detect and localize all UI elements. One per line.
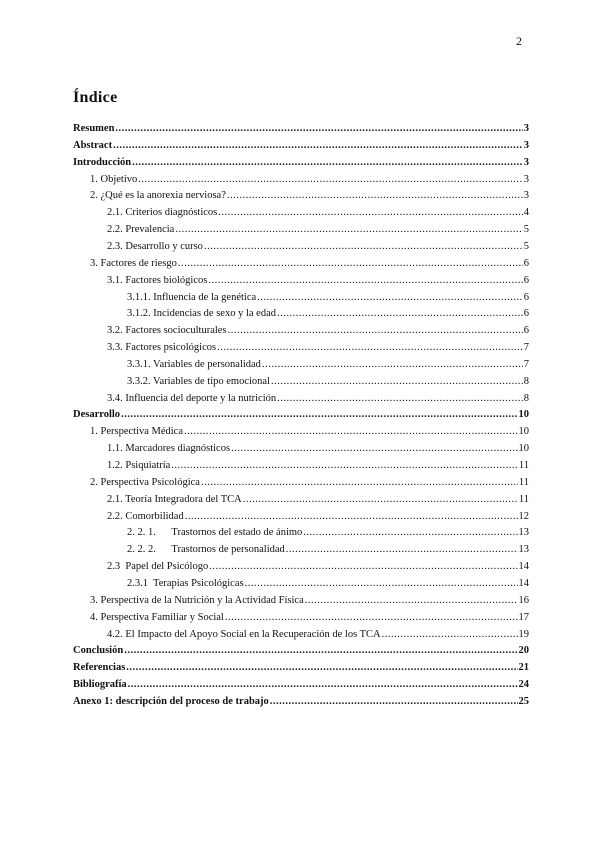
toc-dot-leader [217,340,523,356]
toc-dot-leader [128,677,518,693]
toc-entry-page: 3 [523,156,529,168]
toc-dot-leader [277,306,523,322]
toc-dot-leader [382,627,518,643]
toc-entry[interactable] [107,559,529,575]
toc-entry[interactable] [107,627,529,643]
toc-entry-page: 8 [523,375,529,387]
toc-entry-label: Referencias [73,662,126,674]
toc-dot-leader [245,576,518,592]
toc-entry-page: 8 [523,392,529,404]
toc-entry-label: Conclusión [73,645,124,657]
toc-entry-page: 14 [518,561,529,573]
toc-entry[interactable] [90,172,529,188]
toc-entry-page: 21 [518,662,529,674]
toc-entry-page: 3 [523,139,529,151]
toc-entry-label: 1.2. Psiquiatría [107,460,171,471]
toc-entry[interactable] [127,290,529,306]
toc-entry-label: 2. 2. 1. Trastornos del estado de ánimo [127,527,303,539]
toc-entry-page: 5 [523,240,529,252]
toc-entry-page: 19 [518,628,529,640]
toc-entry[interactable] [107,441,529,457]
toc-entry-label: 2.3.1 Terapias Psicológicas [127,577,244,589]
toc-entry-page: 6 [523,325,529,337]
toc-dot-leader [305,593,518,609]
toc-entry[interactable] [90,188,529,204]
toc-entry-page: 5 [523,224,529,236]
toc-entry-label: 3.1.2. Incidencias de sexo y la edad [127,308,276,320]
toc-dot-leader [227,188,523,204]
toc-entry[interactable] [73,643,529,659]
toc-entry[interactable] [127,576,529,592]
toc-entry-label: 3.3. Factores psicológicos [107,342,217,354]
toc-dot-leader [271,374,523,390]
toc-dot-leader [115,121,522,137]
toc-entry-label: Anexo 1: descripción del proceso de trabajo [73,695,269,707]
toc-entry-page: 3 [523,123,529,134]
toc-entry-page: 11 [518,476,529,488]
toc-dot-leader [218,205,523,221]
toc-entry-label: 3.1.1. Influencia de la genética [127,291,257,303]
toc-entry[interactable] [127,525,529,541]
toc-entry-label: 3.2. Factores socioculturales [107,325,227,337]
toc-dot-leader [208,273,522,289]
toc-dot-leader [225,610,518,626]
toc-dot-leader [243,492,518,508]
toc-entry[interactable] [90,593,529,609]
toc-entry-page: 13 [518,544,529,556]
toc-dot-leader [286,542,518,558]
toc-entry-label: 3.4. Influencia del deporte y la nutrición [107,392,277,404]
toc-dot-leader [178,256,523,272]
toc-entry[interactable] [127,542,529,558]
toc-entry-label: 2.1. Teoría Integradora del TCA [107,493,242,505]
toc-entry[interactable] [127,374,529,390]
toc-entry-label: 2.2. Prevalencia [107,224,175,236]
toc-dot-leader [262,357,523,373]
toc-entry[interactable] [107,239,529,255]
toc-entry[interactable] [73,677,529,693]
toc-entry-page: 6 [523,274,529,286]
toc-entry-page: 25 [518,695,529,707]
toc-entry[interactable] [90,610,529,626]
toc-entry-label: 1.1. Marcadores diagnósticos [107,443,231,455]
toc-entry-label: 2. 2. 2. Trastornos de personalidad [127,544,285,556]
toc-entry[interactable] [73,121,529,137]
toc-entry[interactable] [73,155,529,171]
toc-entry-page: 17 [518,611,529,623]
toc-entry-page: 7 [523,358,529,370]
toc-entry-page: 7 [523,342,529,354]
toc-entry[interactable] [127,306,529,322]
toc-entry-label: Abstract [73,139,113,151]
toc-entry-label: 2.3 Papel del Psicólogo [107,561,209,573]
toc-entry-page: 3 [523,190,529,202]
toc-entry-page: 10 [518,409,529,421]
toc-entry[interactable] [90,424,529,440]
toc-entry-page: 16 [518,594,529,606]
toc-entry-page: 6 [523,308,529,320]
toc-entry[interactable] [107,340,529,356]
toc-dot-leader [184,424,517,440]
toc-dot-leader [303,525,517,541]
toc-entry-label: 2.3. Desarrollo y curso [107,240,203,252]
toc-entry-page: 24 [518,679,529,691]
toc-entry-page: 10 [518,443,529,455]
toc-dot-leader [257,290,523,306]
toc-dot-leader [204,239,523,255]
toc-entry[interactable] [127,357,529,373]
toc-entry-label: Introducción [73,156,132,168]
toc-entry-page: 11 [518,493,529,505]
toc-entry-label: 3.1. Factores biológicos [107,274,208,286]
toc-entry-label: 3.3.1. Variables de personalidad [127,358,261,370]
toc-dot-leader [201,475,518,491]
toc-entry-label: Resumen [73,123,115,134]
toc-entry-label: Desarrollo [73,409,121,421]
toc-entry[interactable] [73,694,529,710]
toc-entry-page: 14 [518,577,529,589]
toc-entry-page: 11 [518,460,529,471]
toc-dot-leader [228,323,523,339]
toc-entry[interactable] [73,138,529,154]
toc-entry[interactable] [107,492,529,508]
toc-dot-leader [138,172,523,188]
page-title: Índice [73,89,118,106]
toc-entry-label: 2.2. Comorbilidad [107,510,184,522]
toc-dot-leader [124,643,517,659]
toc-dot-leader [113,138,523,154]
toc-dot-leader [175,222,522,238]
toc-entry-label: 1. Objetivo [90,173,138,185]
toc-entry-label: 1. Perspectiva Médica [90,426,184,438]
toc-entry-label: 2. ¿Qué es la anorexia nerviosa? [90,190,226,202]
toc-entry-label: 4. Perspectiva Familiar y Social [90,611,224,623]
toc-entry-page: 13 [518,527,529,539]
toc-entry-label: Bibliografía [73,679,127,691]
toc-entry-label: 3. Perspectiva de la Nutrición y la Actividad Física [90,594,304,606]
toc-entry-page: 20 [518,645,529,657]
toc-entry-page: 10 [518,426,529,438]
toc-entry-page: 4 [523,207,529,219]
toc-entry[interactable] [107,323,529,339]
toc-entry-page: 12 [518,510,529,522]
toc-entry[interactable] [107,273,529,289]
toc-entry[interactable] [73,407,529,423]
toc-dot-leader [231,441,517,457]
toc-entry-page: 3 [523,173,529,185]
toc-entry[interactable] [107,391,529,407]
toc-entry[interactable] [90,256,529,272]
toc-dot-leader [121,407,517,423]
toc-entry[interactable] [107,222,529,238]
page-number: 2 [516,34,522,48]
toc-dot-leader [270,694,518,710]
toc-entry-page: 6 [523,257,529,269]
toc-entry[interactable] [107,509,529,525]
toc-dot-leader [171,458,518,474]
toc-entry[interactable] [90,475,529,491]
toc-dot-leader [185,509,518,525]
toc-entry[interactable] [107,458,529,474]
toc-entry-label: 4.2. El Impacto del Apoyo Social en la Recuperación de los TCA [107,628,381,640]
toc-entry-page: 6 [523,291,529,303]
toc-entry[interactable] [107,205,529,221]
toc-entry[interactable] [73,660,529,676]
toc-dot-leader [126,660,517,676]
toc-entry-label: 3. Factores de riesgo [90,257,177,269]
toc-entry-label: 2. Perspectiva Psicológica [90,476,200,488]
toc-entry-label: 2.1. Criterios diagnósticos [107,207,218,219]
toc-dot-leader [132,155,523,171]
toc-dot-leader [209,559,517,575]
toc-entry-label: 3.3.2. Variables de tipo emocional [127,375,270,387]
toc-dot-leader [277,391,523,407]
